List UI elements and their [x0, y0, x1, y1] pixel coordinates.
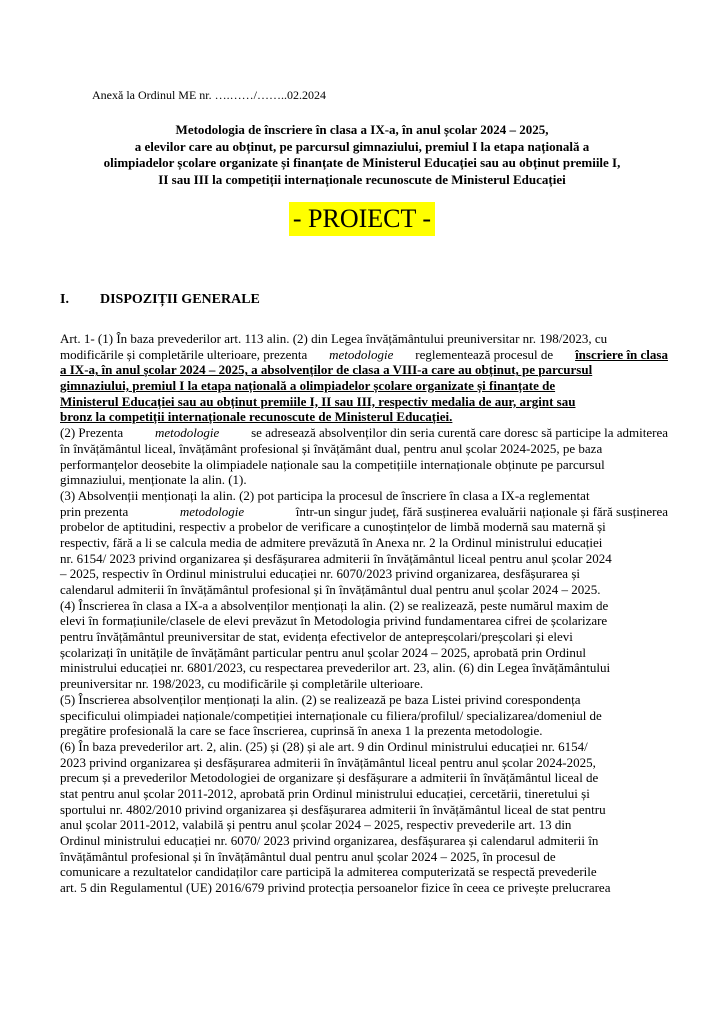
text-segment: învățământul profesional și în învățământul dual pentru anul școlar 2024 – 2025, în procesul de: [60, 848, 556, 864]
title-line: olimpiadelor școlare organizate și finanțate de Ministerul Educației sau au obținut premiile I,: [103, 155, 621, 170]
annex-reference: Anexă la Ordinul ME nr. ….……/……..02.2024: [92, 88, 326, 102]
text-segment: comunicare a rezultatelor candidaților care participă la admiterea computerizată se respectă prevederile: [60, 864, 597, 880]
proiect-label: - PROIECT -: [289, 202, 435, 236]
title-line: a elevilor care au obținut, pe parcursul gimnaziului, premiul I la etapa națională a: [134, 138, 590, 154]
text-segment: (6) În baza prevederilor art. 2, alin. (25) și (28) și ale art. 9 din Ordinul ministrului educației nr. 6154/: [60, 738, 588, 754]
title-line: Metodologia de înscriere în clasa a IX-a, în anul școlar 2024 – 2025,: [175, 122, 549, 137]
text-segment: se adresează absolvenților din seria curentă care doresc să participe la admiterea: [251, 425, 668, 441]
text-segment: elevi în formațiunile/clasele de elevi prevăzut în Metodologia privind fundamentarea cifrei de școlarizare: [60, 613, 608, 629]
text-segment: a IX-a, în anul școlar 2024 – 2025, a absolvenților de clasa a VIII-a care au obținut, pe parcursul: [60, 362, 593, 378]
section-heading: [60, 292, 260, 308]
text-segment: bronz la competiții internaționale recunoscute de Ministerul Educației.: [60, 409, 453, 425]
text-segment: 2023 privind organizarea și desfășurarea admiterii în învățământul liceal pentru anul școlar 2024-2025,: [60, 754, 596, 770]
text-segment: prin prezenta: [60, 503, 129, 519]
proiect-banner: [0, 202, 724, 236]
text-segment: – 2025, respectiv în Ordinul ministrului educației nr. 6070/2023 privind organizarea, desfășurarea și: [60, 566, 580, 582]
text-segment: reglementează procesul de: [415, 346, 554, 362]
text-segment: sportului nr. 4802/2010 privind organizarea și desfășurarea admiterii în învățământul liceal de stat pentru: [60, 801, 606, 817]
text-segment: respectiv, fără a li se calcula media de admitere prevăzută în Anexa nr. 2 la Ordinul ministrului educației: [60, 534, 603, 550]
text-segment: metodologie: [329, 346, 394, 362]
text-segment: ministrului educației nr. 6801/2023, cu respectarea prevederilor art. 23, alin. (6) din Legea învățământului: [60, 660, 611, 676]
text-segment: Art. 1- (1) În baza prevederilor art. 113 alin. (2) din Legea învățământului preuniversitar nr. 198/2023, cu: [60, 331, 608, 346]
text-segment: (4) Înscrierea în clasa a IX-a a absolvenților menționați la alin. (2) se realizează, peste numărul maxim de: [60, 597, 609, 613]
text-segment: nr. 6154/ 2023 privind organizarea și desfășurarea admiterii în învățământul liceal pentru anul școlar 2024: [60, 550, 612, 566]
text-segment: gimnaziului, premiul I la etapa națională a olimpiadelor școlare organizate și finanțate de: [60, 378, 556, 394]
document-body: [60, 331, 668, 896]
text-segment: metodologie: [179, 503, 245, 519]
text-segment: art. 5 din Regulamentul (UE) 2016/679 privind protecția persoanelor fizice în ceea ce privește prelucrarea: [60, 880, 611, 896]
text-segment: pentru învățământul preuniversitar de stat, evidența efectivelor de antepreșcolari/preșcolari și elevi: [60, 629, 573, 645]
text-segment: calendarul admiterii în învățământul profesional și în învățământul dual pentru anul școlar 2024 – 2025.: [60, 582, 601, 597]
text-segment: stat pentru anul școlar 2011-2012, aprobată prin Ordinul ministrului educației, cercetării, tineretului și: [60, 785, 590, 801]
text-segment: pregătire profesională la care se face înscrierea, cuprinsă în anexa 1 la prezenta metodologie.: [60, 723, 543, 739]
text-segment: anul școlar 2011-2012, valabilă și pentru anul școlar 2024 – 2025, respectiv prevederile art. 13 din: [60, 817, 572, 833]
text-segment: într-un singur județ, fără susținerea evaluării naționale și fără susținerea: [295, 503, 668, 519]
text-segment: (5) Înscrierea absolvenților menționați la alin. (2) se realizează pe baza Listei privind corespondența: [60, 691, 581, 707]
text-segment: probelor de aptitudini, respectiv a probelor de verificare a cunoștințelor de limbă modernă sau maternă și: [60, 519, 606, 535]
text-segment: modificările și completările ulterioare, prezenta: [60, 346, 308, 362]
text-segment: Ministerul Educației sau au obținut premiile I, II sau III, respectiv medalia de aur, argint sau: [60, 393, 576, 409]
text-segment: (3) Absolvenții menționați la alin. (2) pot participa la procesul de înscriere în clasa a IX-a reglementat: [60, 487, 590, 503]
text-segment: metodologie: [155, 425, 220, 441]
document-title: [60, 122, 664, 188]
text-segment: preuniversitar nr. 198/2023, cu modificările și completările ulterioare.: [60, 676, 424, 692]
text-segment: precum și a prevederilor Metodologiei de organizare și desfășurare a admiterii în învățământul liceal de: [60, 770, 599, 786]
text-segment: înscriere în clasa: [575, 346, 668, 362]
text-segment: (2) Prezenta: [60, 425, 124, 441]
text-segment: gimnaziului, menționate la alin. (1).: [60, 472, 247, 488]
text-segment: în învățământul liceal, învățământ profesional și învățământ dual, pentru anul școlar 2024-2025, pe baza: [60, 440, 603, 456]
section-title: DISPOZIȚII GENERALE: [100, 292, 260, 307]
text-segment: specificului olimpiadei naționale/competiției internaționale cu filiera/profilul/ specializarea/domeniul de: [60, 707, 602, 723]
text-segment: școlarizați în unitățile de învățământ particular pentru anul școlar 2024 – 2025, aprobată prin Ordinul: [60, 644, 586, 660]
title-line: II sau III la competiții internaționale recunoscute de Ministerul Educației: [158, 171, 566, 187]
section-number: I.: [60, 292, 69, 307]
text-segment: performanțelor deosebite la olimpiadele naționale sau la competițiile internaționale obținute pe parcursul: [60, 456, 605, 472]
text-segment: Ordinul ministrului educației nr. 6070/ 2023 privind organizarea, desfășurarea și calendarul admiterii în: [60, 833, 599, 848]
